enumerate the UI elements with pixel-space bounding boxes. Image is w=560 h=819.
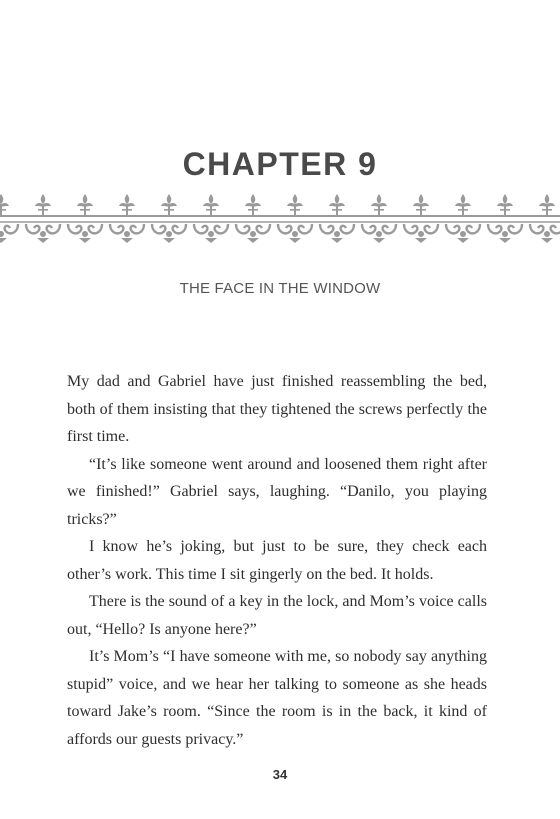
chapter-subtitle: THE FACE IN THE WINDOW: [179, 280, 381, 297]
paragraph: It’s Mom’s “I have someone with me, so nobody say anything stupid” voice, and we hear her talking to someone as she heads toward Jake’s room. “Since the room is in the back, it kind of affords our guests privacy.”: [67, 648, 487, 748]
chapter-title: CHAPTER 9: [182, 146, 378, 182]
paragraph: “It’s like someone went around and loosened them right after we finished!” Gabriel says, laughing. “Danilo, you playing tricks?”: [67, 455, 487, 528]
paragraph: My dad and Gabriel have just finished reassembling the bed, both of them insisting that they tightened the screws perfectly the first time.: [67, 373, 487, 445]
paragraph: There is the sound of a key in the lock, and Mom’s voice calls out, “Hello? Is anyone here?”: [67, 593, 487, 638]
ornament-divider-icon: [0, 190, 560, 246]
chapter-body: [67, 368, 487, 753]
paragraph: I know he’s joking, but just to be sure, they check each other’s work. This time I sit gingerly on the bed. It holds.: [67, 538, 487, 583]
page-number: 34: [272, 767, 288, 782]
